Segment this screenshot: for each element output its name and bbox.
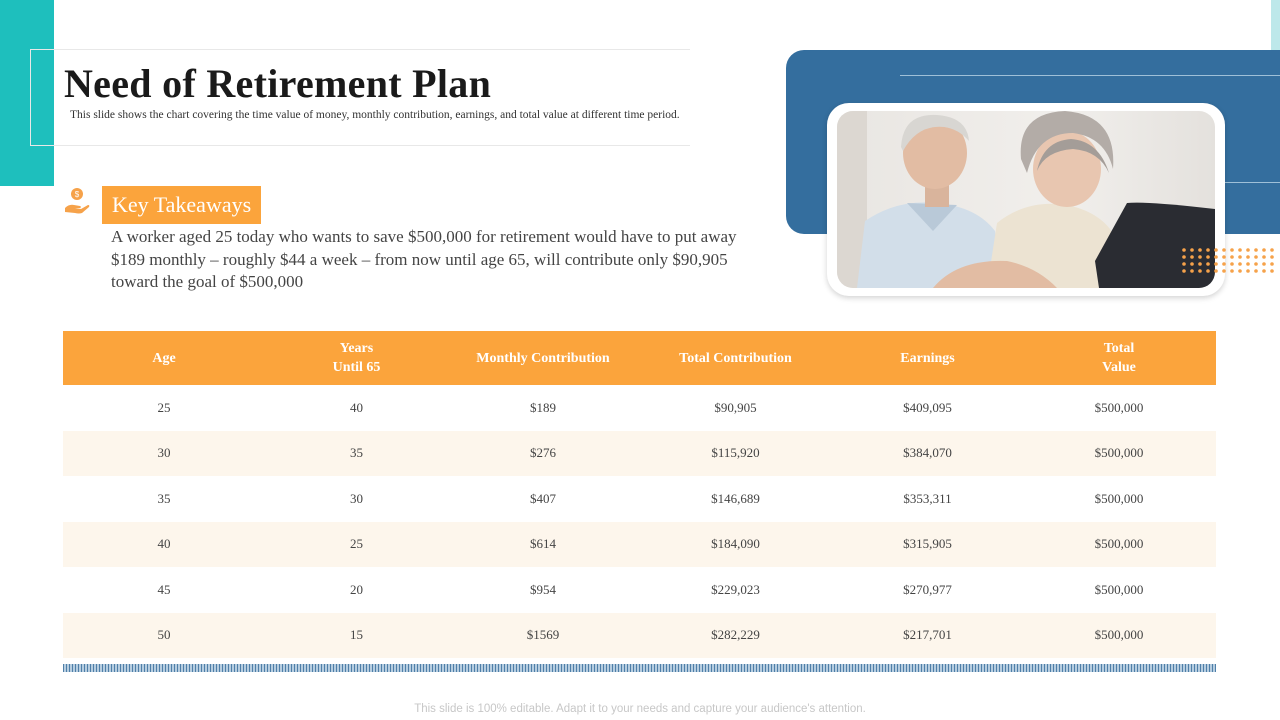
table-row <box>63 476 1216 522</box>
table-cell: $500,000 <box>1094 581 1144 597</box>
table-cell: 40 <box>63 522 265 568</box>
table-cell: 30 <box>63 431 265 477</box>
table-cell: $189 <box>530 399 556 415</box>
header-earnings: Earnings <box>833 331 1022 385</box>
table-cell: $270,977 <box>903 581 952 597</box>
table-cell: 35 <box>157 490 171 506</box>
key-takeaways-text: A worker aged 25 today who wants to save $500,000 for retirement would have to put away $189 monthly – roughly $44 a week – from now until age 65, will contribute only $90,905 toward the goal of $500,000 <box>111 227 737 291</box>
table-cell: $229,023 <box>711 581 760 597</box>
dot-pattern <box>1182 248 1280 274</box>
table-cell: $500,000 <box>1022 431 1216 477</box>
header-total-contribution: Total Contribution <box>638 331 833 385</box>
table-cell: 20 <box>350 581 363 597</box>
header-monthly-contribution: Monthly Contribution <box>448 331 638 385</box>
table-row <box>63 567 1216 613</box>
header-years-until-65: Years Until 65 <box>265 331 448 385</box>
table-row <box>63 385 1216 431</box>
table-cell: $282,229 <box>638 613 833 659</box>
table-row <box>63 431 1216 477</box>
header-age: Age <box>63 331 265 385</box>
table-cell: $500,000 <box>1022 522 1216 568</box>
table-cell: $384,070 <box>833 431 1022 477</box>
table-cell: 35 <box>265 431 448 477</box>
table-cell: $115,920 <box>638 431 833 477</box>
table-cell: $353,311 <box>903 490 952 506</box>
slide-title: Need of Retirement Plan <box>64 61 492 106</box>
table-cell: $315,905 <box>833 522 1022 568</box>
table-row <box>63 613 1216 659</box>
table-cell: $1569 <box>448 613 638 659</box>
table-body <box>63 385 1216 658</box>
bottom-bar <box>63 664 1216 672</box>
hand-money-icon <box>63 186 91 216</box>
table-row <box>63 522 1216 568</box>
table-cell: 25 <box>157 399 171 415</box>
table-header-row <box>63 331 1216 385</box>
header-total-value: Total Value <box>1022 331 1216 385</box>
table-cell: 15 <box>265 613 448 659</box>
table-cell: 30 <box>350 490 363 506</box>
table-cell: $184,090 <box>638 522 833 568</box>
table-cell: $500,000 <box>1094 490 1144 506</box>
table-cell: $217,701 <box>833 613 1022 659</box>
retirement-table <box>63 331 1216 658</box>
svg-text:$: $ <box>74 190 80 199</box>
table-cell: $954 <box>530 581 556 597</box>
table-cell: $409,095 <box>903 399 952 415</box>
table-cell: 45 <box>157 581 171 597</box>
table-cell: $500,000 <box>1022 613 1216 659</box>
table-cell: 40 <box>350 399 363 415</box>
table-cell: $500,000 <box>1094 399 1144 415</box>
table-cell: 25 <box>265 522 448 568</box>
table-cell: 50 <box>63 613 265 659</box>
slide-subtitle: This slide shows the chart covering the time value of money, monthly contribution, earnings, and total value at different time period. <box>70 109 680 121</box>
elderly-couple-photo <box>837 111 1215 288</box>
footer-note: This slide is 100% editable. Adapt it to your needs and capture your audience's attention. <box>414 703 866 715</box>
table-cell: $90,905 <box>714 399 757 415</box>
key-takeaways-label: Key Takeaways <box>102 186 261 224</box>
photo-frame <box>827 103 1225 296</box>
table-cell: $614 <box>448 522 638 568</box>
decorative-line <box>900 75 1280 76</box>
table-cell: $146,689 <box>711 490 760 506</box>
table-cell: $407 <box>530 490 556 506</box>
table-cell: $276 <box>448 431 638 477</box>
